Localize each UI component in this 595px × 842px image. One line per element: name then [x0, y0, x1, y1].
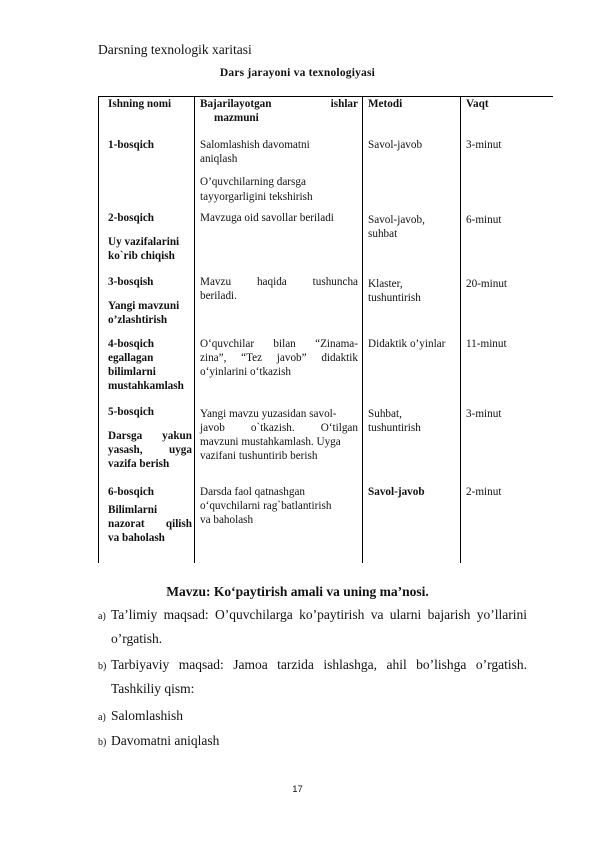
row3-subname-1: Yangi mavzuni	[108, 300, 180, 312]
table-left-border	[98, 96, 99, 563]
row1-time: 3-minut	[466, 139, 502, 151]
list-item-text-line1: Davomatni aniqlash	[111, 733, 220, 748]
row5-time: 3-minut	[466, 408, 502, 420]
row2-method-2: suhbat	[368, 228, 398, 240]
list-item	[98, 705, 183, 729]
row4-content-1: O‘quvchilar bilan “Zinama-	[200, 338, 358, 350]
row5-subname-2: yasash, uyga	[108, 444, 192, 456]
row5-content-2: javob o`tkazish. O‘tilgan	[200, 422, 358, 434]
row4-method: Didaktik o’yinlar	[368, 338, 446, 350]
row5-subname-3: vazifa berish	[108, 458, 170, 470]
row4-name-1: 4-bosqich	[108, 338, 155, 350]
column-divider-2	[362, 96, 363, 563]
row6-content-1: Darsda faol qatnashgan	[200, 486, 305, 498]
row5-content-1: Yangi mavzu yuzasidan savol-	[200, 408, 337, 420]
list-item-text-line1: Tarbiyaviy maqsad: Jamoa tarzida ishlashga, ahil bo’lishga o’rgatish.	[111, 657, 527, 672]
row2-name: 2-bosqich	[108, 212, 155, 224]
row3-content-1: Mavzu haqida tushuncha	[200, 276, 358, 288]
row3-method-2: tushuntirish	[368, 292, 421, 304]
list-marker: b)	[98, 737, 107, 748]
list-marker: a)	[98, 611, 106, 622]
list-item	[98, 604, 532, 628]
row3-name: 3-bosqish	[108, 276, 154, 288]
row5-name: 5-bosqich	[108, 406, 155, 418]
column-divider-1	[194, 96, 195, 563]
header-col4: Vaqt	[466, 98, 489, 110]
list-marker: a)	[98, 712, 106, 723]
list-item-continuation: o’rgatish.	[111, 631, 163, 646]
row1-method: Savol-javob	[368, 139, 423, 151]
row2-method-1: Savol-javob,	[368, 214, 425, 226]
list-item-text-line1: Ta’limiy maqsad: O’quvchilarga ko’paytirish va ularni bajarish yo’llarini	[111, 607, 527, 622]
row4-time: 11-minut	[466, 338, 507, 350]
row6-content-3: va baholash	[200, 514, 254, 526]
row4-name-3: bilimlarni	[108, 366, 156, 378]
table-title: Dars jarayoni va texnologiyasi	[219, 67, 376, 79]
row6-content-2: o‘quvchilarni rag`batlantirish	[200, 500, 332, 512]
row6-subname-1: Bilimlarni	[108, 504, 158, 516]
header-col3: Metodi	[368, 98, 403, 110]
row6-subname-3: va baholash	[108, 532, 165, 544]
row1-content-4: tayyorgarligini tekshirish	[200, 191, 313, 203]
lesson-title: Mavzu: Ko‘paytirish amali va uning ma’nosi.	[166, 584, 429, 599]
row4-name-4: mustahkamlash	[108, 380, 184, 392]
header-col2-line2: mazmuni	[214, 112, 259, 124]
row3-subname-2: o’zlashtirish	[108, 314, 168, 326]
row2-subname-2: ko`rib chiqish	[108, 250, 175, 262]
row1-content-1: Salomlashish davomatni	[200, 139, 310, 151]
column-divider-3	[460, 96, 461, 563]
row6-subname-2: nazorat qilish	[108, 518, 192, 530]
row1-content-2: aniqlash	[200, 153, 238, 165]
row6-time: 2-minut	[466, 486, 502, 498]
row1-content-3: O’quvchilarning darsga	[200, 176, 306, 188]
row4-content-3: o‘yinlarini o‘tkazish	[200, 366, 292, 378]
row3-content-2: beriladi.	[200, 290, 237, 302]
row3-time: 20-minut	[466, 278, 508, 290]
row2-content-1: Mavzuga oid savollar beriladi	[200, 212, 334, 224]
header-col1: Ishning nomi	[108, 98, 172, 110]
page-number: 17	[292, 784, 303, 795]
row4-content-2: zina”, “Tez javob” didaktik	[200, 352, 358, 364]
row6-method: Savol-javob	[368, 486, 425, 498]
list-marker: b)	[98, 661, 107, 672]
list-item	[98, 730, 219, 754]
row5-content-4: vazifani tushuntirib berish	[200, 450, 318, 462]
header-col2-line1: Bajarilayotgan ishlar	[200, 98, 358, 110]
list-item-text-line1: Salomlashish	[111, 708, 184, 723]
row2-subname-1: Uy vazifalarini	[108, 236, 180, 248]
row2-time: 6-minut	[466, 214, 502, 226]
row5-content-3: mavzuni mustahkamlash. Uyga	[200, 436, 341, 448]
row5-method-2: tushuntirish	[368, 422, 421, 434]
row3-method-1: Klaster,	[368, 278, 403, 290]
row4-name-2: egallagan	[108, 352, 154, 364]
list-item-continuation: Tashkiliy qism:	[111, 681, 195, 696]
page-heading: Darsning texnologik xaritasi	[98, 42, 252, 57]
row5-method-1: Suhbat,	[368, 408, 402, 420]
row5-subname-1: Darsga yakun	[108, 430, 192, 442]
row6-name: 6-bosqich	[108, 486, 155, 498]
row1-name: 1-bosqich	[108, 139, 155, 151]
list-item	[98, 654, 532, 678]
